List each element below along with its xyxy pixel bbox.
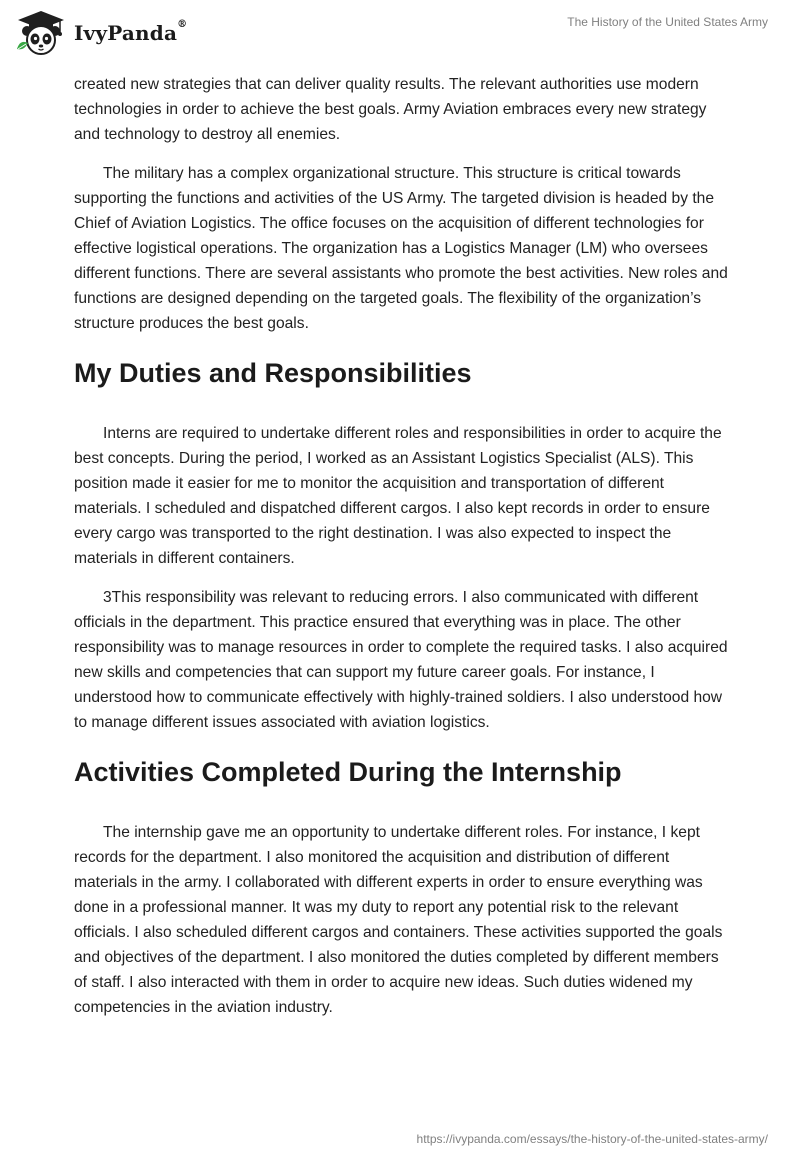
- paragraph: The internship gave me an opportunity to undertake different roles. For instance, I kept records for the department. I also monitored the acquisition and distribution of different materials in the army. I collaborated with different experts in order to ensure everything was done in a professional manner. It was my duty to report any potential risk to the relevant officials. I also scheduled different cargos and containers. These activities supported the goals and objectives of the department. I also monitored the duties completed by different members of staff. I also interacted with them in order to acquire new ideas. Such duties widened my competencies in the aviation industry.: [74, 824, 723, 1016]
- registered-mark: ®: [177, 19, 188, 30]
- document-title: The History of the United States Army: [567, 15, 768, 29]
- section-heading: My Duties and Responsibilities: [74, 358, 472, 388]
- panda-graduate-icon: [14, 9, 68, 57]
- source-url[interactable]: https://ivypanda.com/essays/the-history-of-the-united-states-army/: [416, 1132, 768, 1146]
- section-heading: Activities Completed During the Internship: [74, 757, 622, 787]
- logo-wordmark: [74, 21, 187, 45]
- paragraph: 3This responsibility was relevant to reducing errors. I also communicated with different officials in the department. This practice ensured that everything was in place. The other responsibility was to manage resources in order to complete the required tasks. I also acquired new skills and competencies that can support my future career goals. For instance, I understood how to communicate effectively with highly-trained soldiers. I also understood how to manage different issues associated with aviation logistics.: [74, 589, 728, 731]
- essay-content: [74, 72, 729, 1034]
- paragraph: created new strategies that can deliver quality results. The relevant authorities use modern technologies in order to achieve the best goals. Army Aviation embraces every new strategy and technology to destroy all enemies.: [74, 76, 707, 143]
- ivypanda-logo[interactable]: [14, 9, 187, 57]
- paragraph: Interns are required to undertake different roles and responsibilities in order to acquire the best concepts. During the period, I worked as an Assistant Logistics Specialist (ALS). This position made it easier for me to monitor the acquisition and transportation of different materials. I scheduled and dispatched different cargos. I also kept records in order to ensure every cargo was transported to the right destination. I was also expected to inspect the materials in different containers.: [74, 425, 722, 567]
- logo-text: IvyPanda: [74, 21, 178, 45]
- paragraph: The military has a complex organizational structure. This structure is critical towards supporting the functions and activities of the US Army. The targeted division is headed by the Chief of Aviation Logistics. The office focuses on the acquisition of different technologies for effective logistical operations. The organization has a Logistics Manager (LM) who oversees different functions. There are several assistants who promote the best activities. New roles and functions are designed depending on the targeted goals. The flexibility of the organization’s structure produces the best goals.: [74, 165, 728, 332]
- page-header: [0, 0, 800, 70]
